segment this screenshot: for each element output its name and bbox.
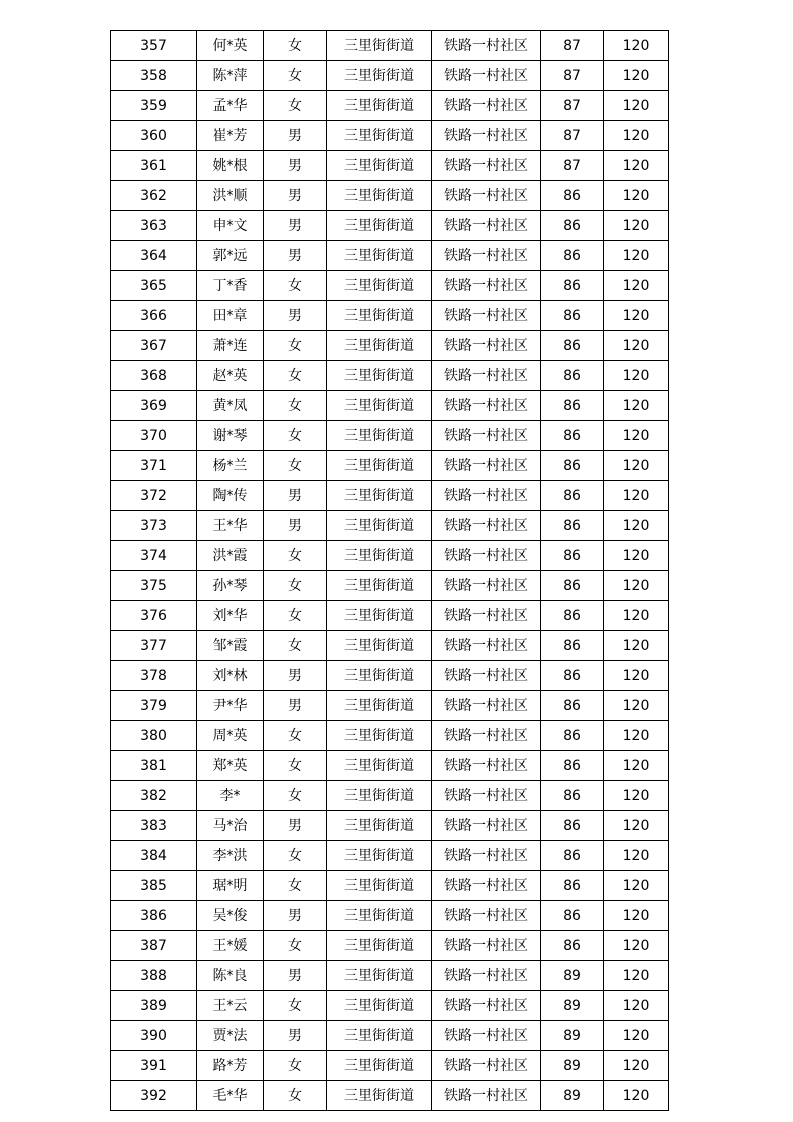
row-number-cell: 378 <box>111 661 197 691</box>
gender-cell: 男 <box>264 241 327 271</box>
gender-cell: 女 <box>264 331 327 361</box>
gender-cell: 男 <box>264 481 327 511</box>
community-cell: 铁路一村社区 <box>432 481 541 511</box>
gender-cell: 女 <box>264 991 327 1021</box>
row-number-cell: 369 <box>111 391 197 421</box>
name-cell: 何*英 <box>197 31 264 61</box>
table-row <box>111 511 669 541</box>
table-row <box>111 991 669 1021</box>
row-number-cell: 364 <box>111 241 197 271</box>
community-cell: 铁路一村社区 <box>432 391 541 421</box>
street-cell: 三里街街道 <box>327 511 432 541</box>
row-number-cell: 379 <box>111 691 197 721</box>
street-cell: 三里街街道 <box>327 361 432 391</box>
name-cell: 杨*兰 <box>197 451 264 481</box>
street-cell: 三里街街道 <box>327 301 432 331</box>
age-cell: 86 <box>541 241 604 271</box>
name-cell: 姚*根 <box>197 151 264 181</box>
age-cell: 89 <box>541 1021 604 1051</box>
age-cell: 86 <box>541 481 604 511</box>
row-number-cell: 390 <box>111 1021 197 1051</box>
age-cell: 87 <box>541 91 604 121</box>
street-cell: 三里街街道 <box>327 331 432 361</box>
street-cell: 三里街街道 <box>327 781 432 811</box>
community-cell: 铁路一村社区 <box>432 61 541 91</box>
table-row <box>111 841 669 871</box>
amount-cell: 120 <box>604 421 669 451</box>
community-cell: 铁路一村社区 <box>432 901 541 931</box>
name-cell: 陈*萍 <box>197 61 264 91</box>
gender-cell: 女 <box>264 841 327 871</box>
age-cell: 86 <box>541 601 604 631</box>
row-number-cell: 392 <box>111 1081 197 1111</box>
row-number-cell: 376 <box>111 601 197 631</box>
name-cell: 陈*良 <box>197 961 264 991</box>
name-cell: 刘*林 <box>197 661 264 691</box>
amount-cell: 120 <box>604 511 669 541</box>
community-cell: 铁路一村社区 <box>432 541 541 571</box>
street-cell: 三里街街道 <box>327 1051 432 1081</box>
community-cell: 铁路一村社区 <box>432 571 541 601</box>
gender-cell: 男 <box>264 901 327 931</box>
row-number-cell: 384 <box>111 841 197 871</box>
name-cell: 王*媛 <box>197 931 264 961</box>
name-cell: 崔*芳 <box>197 121 264 151</box>
table-row <box>111 331 669 361</box>
amount-cell: 120 <box>604 481 669 511</box>
name-cell: 吴*俊 <box>197 901 264 931</box>
table-row <box>111 91 669 121</box>
amount-cell: 120 <box>604 1081 669 1111</box>
gender-cell: 女 <box>264 451 327 481</box>
age-cell: 86 <box>541 871 604 901</box>
amount-cell: 120 <box>604 211 669 241</box>
name-cell: 萧*连 <box>197 331 264 361</box>
table-row <box>111 781 669 811</box>
name-cell: 马*治 <box>197 811 264 841</box>
table-row <box>111 181 669 211</box>
table-row <box>111 961 669 991</box>
name-cell: 洪*霞 <box>197 541 264 571</box>
community-cell: 铁路一村社区 <box>432 721 541 751</box>
gender-cell: 女 <box>264 271 327 301</box>
street-cell: 三里街街道 <box>327 91 432 121</box>
row-number-cell: 382 <box>111 781 197 811</box>
community-cell: 铁路一村社区 <box>432 451 541 481</box>
age-cell: 86 <box>541 751 604 781</box>
row-number-cell: 386 <box>111 901 197 931</box>
table-row <box>111 811 669 841</box>
age-cell: 86 <box>541 211 604 241</box>
row-number-cell: 391 <box>111 1051 197 1081</box>
amount-cell: 120 <box>604 811 669 841</box>
community-cell: 铁路一村社区 <box>432 511 541 541</box>
gender-cell: 男 <box>264 1021 327 1051</box>
table-row <box>111 1051 669 1081</box>
amount-cell: 120 <box>604 271 669 301</box>
name-cell: 田*章 <box>197 301 264 331</box>
gender-cell: 女 <box>264 931 327 961</box>
street-cell: 三里街街道 <box>327 391 432 421</box>
gender-cell: 男 <box>264 691 327 721</box>
row-number-cell: 372 <box>111 481 197 511</box>
gender-cell: 女 <box>264 421 327 451</box>
table-row <box>111 541 669 571</box>
row-number-cell: 368 <box>111 361 197 391</box>
name-cell: 黄*凤 <box>197 391 264 421</box>
street-cell: 三里街街道 <box>327 151 432 181</box>
age-cell: 87 <box>541 151 604 181</box>
name-cell: 申*文 <box>197 211 264 241</box>
gender-cell: 女 <box>264 721 327 751</box>
age-cell: 86 <box>541 391 604 421</box>
amount-cell: 120 <box>604 571 669 601</box>
name-cell: 王*华 <box>197 511 264 541</box>
row-number-cell: 380 <box>111 721 197 751</box>
community-cell: 铁路一村社区 <box>432 121 541 151</box>
age-cell: 86 <box>541 661 604 691</box>
table-row <box>111 391 669 421</box>
age-cell: 86 <box>541 631 604 661</box>
amount-cell: 120 <box>604 931 669 961</box>
gender-cell: 女 <box>264 601 327 631</box>
name-cell: 李*洪 <box>197 841 264 871</box>
age-cell: 86 <box>541 451 604 481</box>
amount-cell: 120 <box>604 121 669 151</box>
community-cell: 铁路一村社区 <box>432 91 541 121</box>
street-cell: 三里街街道 <box>327 61 432 91</box>
table-row <box>111 31 669 61</box>
age-cell: 87 <box>541 121 604 151</box>
amount-cell: 120 <box>604 961 669 991</box>
community-cell: 铁路一村社区 <box>432 421 541 451</box>
community-cell: 铁路一村社区 <box>432 601 541 631</box>
age-cell: 89 <box>541 991 604 1021</box>
community-cell: 铁路一村社区 <box>432 31 541 61</box>
name-cell: 尹*华 <box>197 691 264 721</box>
name-cell: 路*芳 <box>197 1051 264 1081</box>
gender-cell: 男 <box>264 301 327 331</box>
age-cell: 89 <box>541 1081 604 1111</box>
street-cell: 三里街街道 <box>327 991 432 1021</box>
row-number-cell: 385 <box>111 871 197 901</box>
age-cell: 86 <box>541 421 604 451</box>
gender-cell: 女 <box>264 571 327 601</box>
row-number-cell: 371 <box>111 451 197 481</box>
age-cell: 89 <box>541 1051 604 1081</box>
age-cell: 87 <box>541 31 604 61</box>
row-number-cell: 388 <box>111 961 197 991</box>
age-cell: 89 <box>541 961 604 991</box>
street-cell: 三里街街道 <box>327 31 432 61</box>
community-cell: 铁路一村社区 <box>432 241 541 271</box>
gender-cell: 女 <box>264 361 327 391</box>
row-number-cell: 358 <box>111 61 197 91</box>
name-cell: 郑*英 <box>197 751 264 781</box>
table-row <box>111 1081 669 1111</box>
gender-cell: 男 <box>264 661 327 691</box>
amount-cell: 120 <box>604 361 669 391</box>
community-cell: 铁路一村社区 <box>432 781 541 811</box>
row-number-cell: 374 <box>111 541 197 571</box>
name-cell: 孟*华 <box>197 91 264 121</box>
name-cell: 王*云 <box>197 991 264 1021</box>
record-table-body <box>111 31 669 1111</box>
community-cell: 铁路一村社区 <box>432 931 541 961</box>
community-cell: 铁路一村社区 <box>432 631 541 661</box>
record-table <box>110 30 669 1111</box>
name-cell: 李* <box>197 781 264 811</box>
name-cell: 洪*顺 <box>197 181 264 211</box>
table-row <box>111 601 669 631</box>
table-row <box>111 301 669 331</box>
amount-cell: 120 <box>604 991 669 1021</box>
community-cell: 铁路一村社区 <box>432 751 541 781</box>
street-cell: 三里街街道 <box>327 661 432 691</box>
age-cell: 87 <box>541 61 604 91</box>
community-cell: 铁路一村社区 <box>432 361 541 391</box>
amount-cell: 120 <box>604 661 669 691</box>
age-cell: 86 <box>541 571 604 601</box>
table-row <box>111 451 669 481</box>
row-number-cell: 366 <box>111 301 197 331</box>
gender-cell: 女 <box>264 541 327 571</box>
street-cell: 三里街街道 <box>327 961 432 991</box>
age-cell: 86 <box>541 361 604 391</box>
gender-cell: 男 <box>264 121 327 151</box>
age-cell: 86 <box>541 331 604 361</box>
row-number-cell: 387 <box>111 931 197 961</box>
table-row <box>111 151 669 181</box>
street-cell: 三里街街道 <box>327 571 432 601</box>
street-cell: 三里街街道 <box>327 121 432 151</box>
row-number-cell: 362 <box>111 181 197 211</box>
name-cell: 贾*法 <box>197 1021 264 1051</box>
table-row <box>111 661 669 691</box>
age-cell: 86 <box>541 811 604 841</box>
gender-cell: 女 <box>264 91 327 121</box>
community-cell: 铁路一村社区 <box>432 301 541 331</box>
gender-cell: 女 <box>264 631 327 661</box>
amount-cell: 120 <box>604 721 669 751</box>
age-cell: 86 <box>541 511 604 541</box>
table-row <box>111 721 669 751</box>
amount-cell: 120 <box>604 391 669 421</box>
row-number-cell: 383 <box>111 811 197 841</box>
table-row <box>111 631 669 661</box>
amount-cell: 120 <box>604 331 669 361</box>
amount-cell: 120 <box>604 601 669 631</box>
name-cell: 郭*远 <box>197 241 264 271</box>
table-row <box>111 121 669 151</box>
amount-cell: 120 <box>604 241 669 271</box>
gender-cell: 女 <box>264 781 327 811</box>
amount-cell: 120 <box>604 841 669 871</box>
table-row <box>111 931 669 961</box>
street-cell: 三里街街道 <box>327 931 432 961</box>
community-cell: 铁路一村社区 <box>432 691 541 721</box>
community-cell: 铁路一村社区 <box>432 1051 541 1081</box>
age-cell: 86 <box>541 541 604 571</box>
amount-cell: 120 <box>604 691 669 721</box>
community-cell: 铁路一村社区 <box>432 211 541 241</box>
street-cell: 三里街街道 <box>327 751 432 781</box>
amount-cell: 120 <box>604 781 669 811</box>
community-cell: 铁路一村社区 <box>432 271 541 301</box>
community-cell: 铁路一村社区 <box>432 331 541 361</box>
name-cell: 赵*英 <box>197 361 264 391</box>
street-cell: 三里街街道 <box>327 181 432 211</box>
street-cell: 三里街街道 <box>327 541 432 571</box>
street-cell: 三里街街道 <box>327 901 432 931</box>
street-cell: 三里街街道 <box>327 631 432 661</box>
amount-cell: 120 <box>604 541 669 571</box>
age-cell: 86 <box>541 301 604 331</box>
gender-cell: 男 <box>264 211 327 241</box>
amount-cell: 120 <box>604 151 669 181</box>
table-row <box>111 61 669 91</box>
gender-cell: 男 <box>264 811 327 841</box>
community-cell: 铁路一村社区 <box>432 871 541 901</box>
name-cell: 丁*香 <box>197 271 264 301</box>
name-cell: 琚*明 <box>197 871 264 901</box>
gender-cell: 男 <box>264 181 327 211</box>
name-cell: 陶*传 <box>197 481 264 511</box>
table-row <box>111 1021 669 1051</box>
age-cell: 86 <box>541 721 604 751</box>
amount-cell: 120 <box>604 301 669 331</box>
age-cell: 86 <box>541 901 604 931</box>
amount-cell: 120 <box>604 181 669 211</box>
table-row <box>111 871 669 901</box>
amount-cell: 120 <box>604 751 669 781</box>
table-row <box>111 691 669 721</box>
street-cell: 三里街街道 <box>327 211 432 241</box>
street-cell: 三里街街道 <box>327 841 432 871</box>
amount-cell: 120 <box>604 871 669 901</box>
amount-cell: 120 <box>604 61 669 91</box>
age-cell: 86 <box>541 271 604 301</box>
age-cell: 86 <box>541 781 604 811</box>
street-cell: 三里街街道 <box>327 721 432 751</box>
community-cell: 铁路一村社区 <box>432 811 541 841</box>
street-cell: 三里街街道 <box>327 481 432 511</box>
amount-cell: 120 <box>604 91 669 121</box>
name-cell: 邹*霞 <box>197 631 264 661</box>
amount-cell: 120 <box>604 1051 669 1081</box>
gender-cell: 女 <box>264 61 327 91</box>
table-row <box>111 751 669 781</box>
name-cell: 谢*琴 <box>197 421 264 451</box>
community-cell: 铁路一村社区 <box>432 181 541 211</box>
row-number-cell: 377 <box>111 631 197 661</box>
table-row <box>111 901 669 931</box>
community-cell: 铁路一村社区 <box>432 1021 541 1051</box>
gender-cell: 男 <box>264 151 327 181</box>
row-number-cell: 367 <box>111 331 197 361</box>
community-cell: 铁路一村社区 <box>432 841 541 871</box>
table-row <box>111 211 669 241</box>
row-number-cell: 359 <box>111 91 197 121</box>
age-cell: 86 <box>541 931 604 961</box>
gender-cell: 女 <box>264 391 327 421</box>
gender-cell: 女 <box>264 31 327 61</box>
table-row <box>111 271 669 301</box>
amount-cell: 120 <box>604 1021 669 1051</box>
gender-cell: 女 <box>264 1081 327 1111</box>
table-row <box>111 481 669 511</box>
table-row <box>111 421 669 451</box>
community-cell: 铁路一村社区 <box>432 151 541 181</box>
name-cell: 周*英 <box>197 721 264 751</box>
row-number-cell: 363 <box>111 211 197 241</box>
age-cell: 86 <box>541 691 604 721</box>
row-number-cell: 370 <box>111 421 197 451</box>
gender-cell: 女 <box>264 871 327 901</box>
amount-cell: 120 <box>604 631 669 661</box>
gender-cell: 男 <box>264 511 327 541</box>
table-row <box>111 361 669 391</box>
row-number-cell: 389 <box>111 991 197 1021</box>
gender-cell: 女 <box>264 751 327 781</box>
row-number-cell: 361 <box>111 151 197 181</box>
community-cell: 铁路一村社区 <box>432 961 541 991</box>
amount-cell: 120 <box>604 451 669 481</box>
row-number-cell: 360 <box>111 121 197 151</box>
community-cell: 铁路一村社区 <box>432 1081 541 1111</box>
street-cell: 三里街街道 <box>327 421 432 451</box>
street-cell: 三里街街道 <box>327 1021 432 1051</box>
street-cell: 三里街街道 <box>327 451 432 481</box>
gender-cell: 女 <box>264 1051 327 1081</box>
community-cell: 铁路一村社区 <box>432 991 541 1021</box>
street-cell: 三里街街道 <box>327 271 432 301</box>
table-row <box>111 241 669 271</box>
street-cell: 三里街街道 <box>327 691 432 721</box>
row-number-cell: 381 <box>111 751 197 781</box>
street-cell: 三里街街道 <box>327 811 432 841</box>
amount-cell: 120 <box>604 901 669 931</box>
amount-cell: 120 <box>604 31 669 61</box>
street-cell: 三里街街道 <box>327 871 432 901</box>
name-cell: 孙*琴 <box>197 571 264 601</box>
street-cell: 三里街街道 <box>327 241 432 271</box>
row-number-cell: 375 <box>111 571 197 601</box>
community-cell: 铁路一村社区 <box>432 661 541 691</box>
row-number-cell: 373 <box>111 511 197 541</box>
row-number-cell: 365 <box>111 271 197 301</box>
name-cell: 毛*华 <box>197 1081 264 1111</box>
name-cell: 刘*华 <box>197 601 264 631</box>
gender-cell: 男 <box>264 961 327 991</box>
street-cell: 三里街街道 <box>327 601 432 631</box>
street-cell: 三里街街道 <box>327 1081 432 1111</box>
table-row <box>111 571 669 601</box>
age-cell: 86 <box>541 841 604 871</box>
age-cell: 86 <box>541 181 604 211</box>
row-number-cell: 357 <box>111 31 197 61</box>
